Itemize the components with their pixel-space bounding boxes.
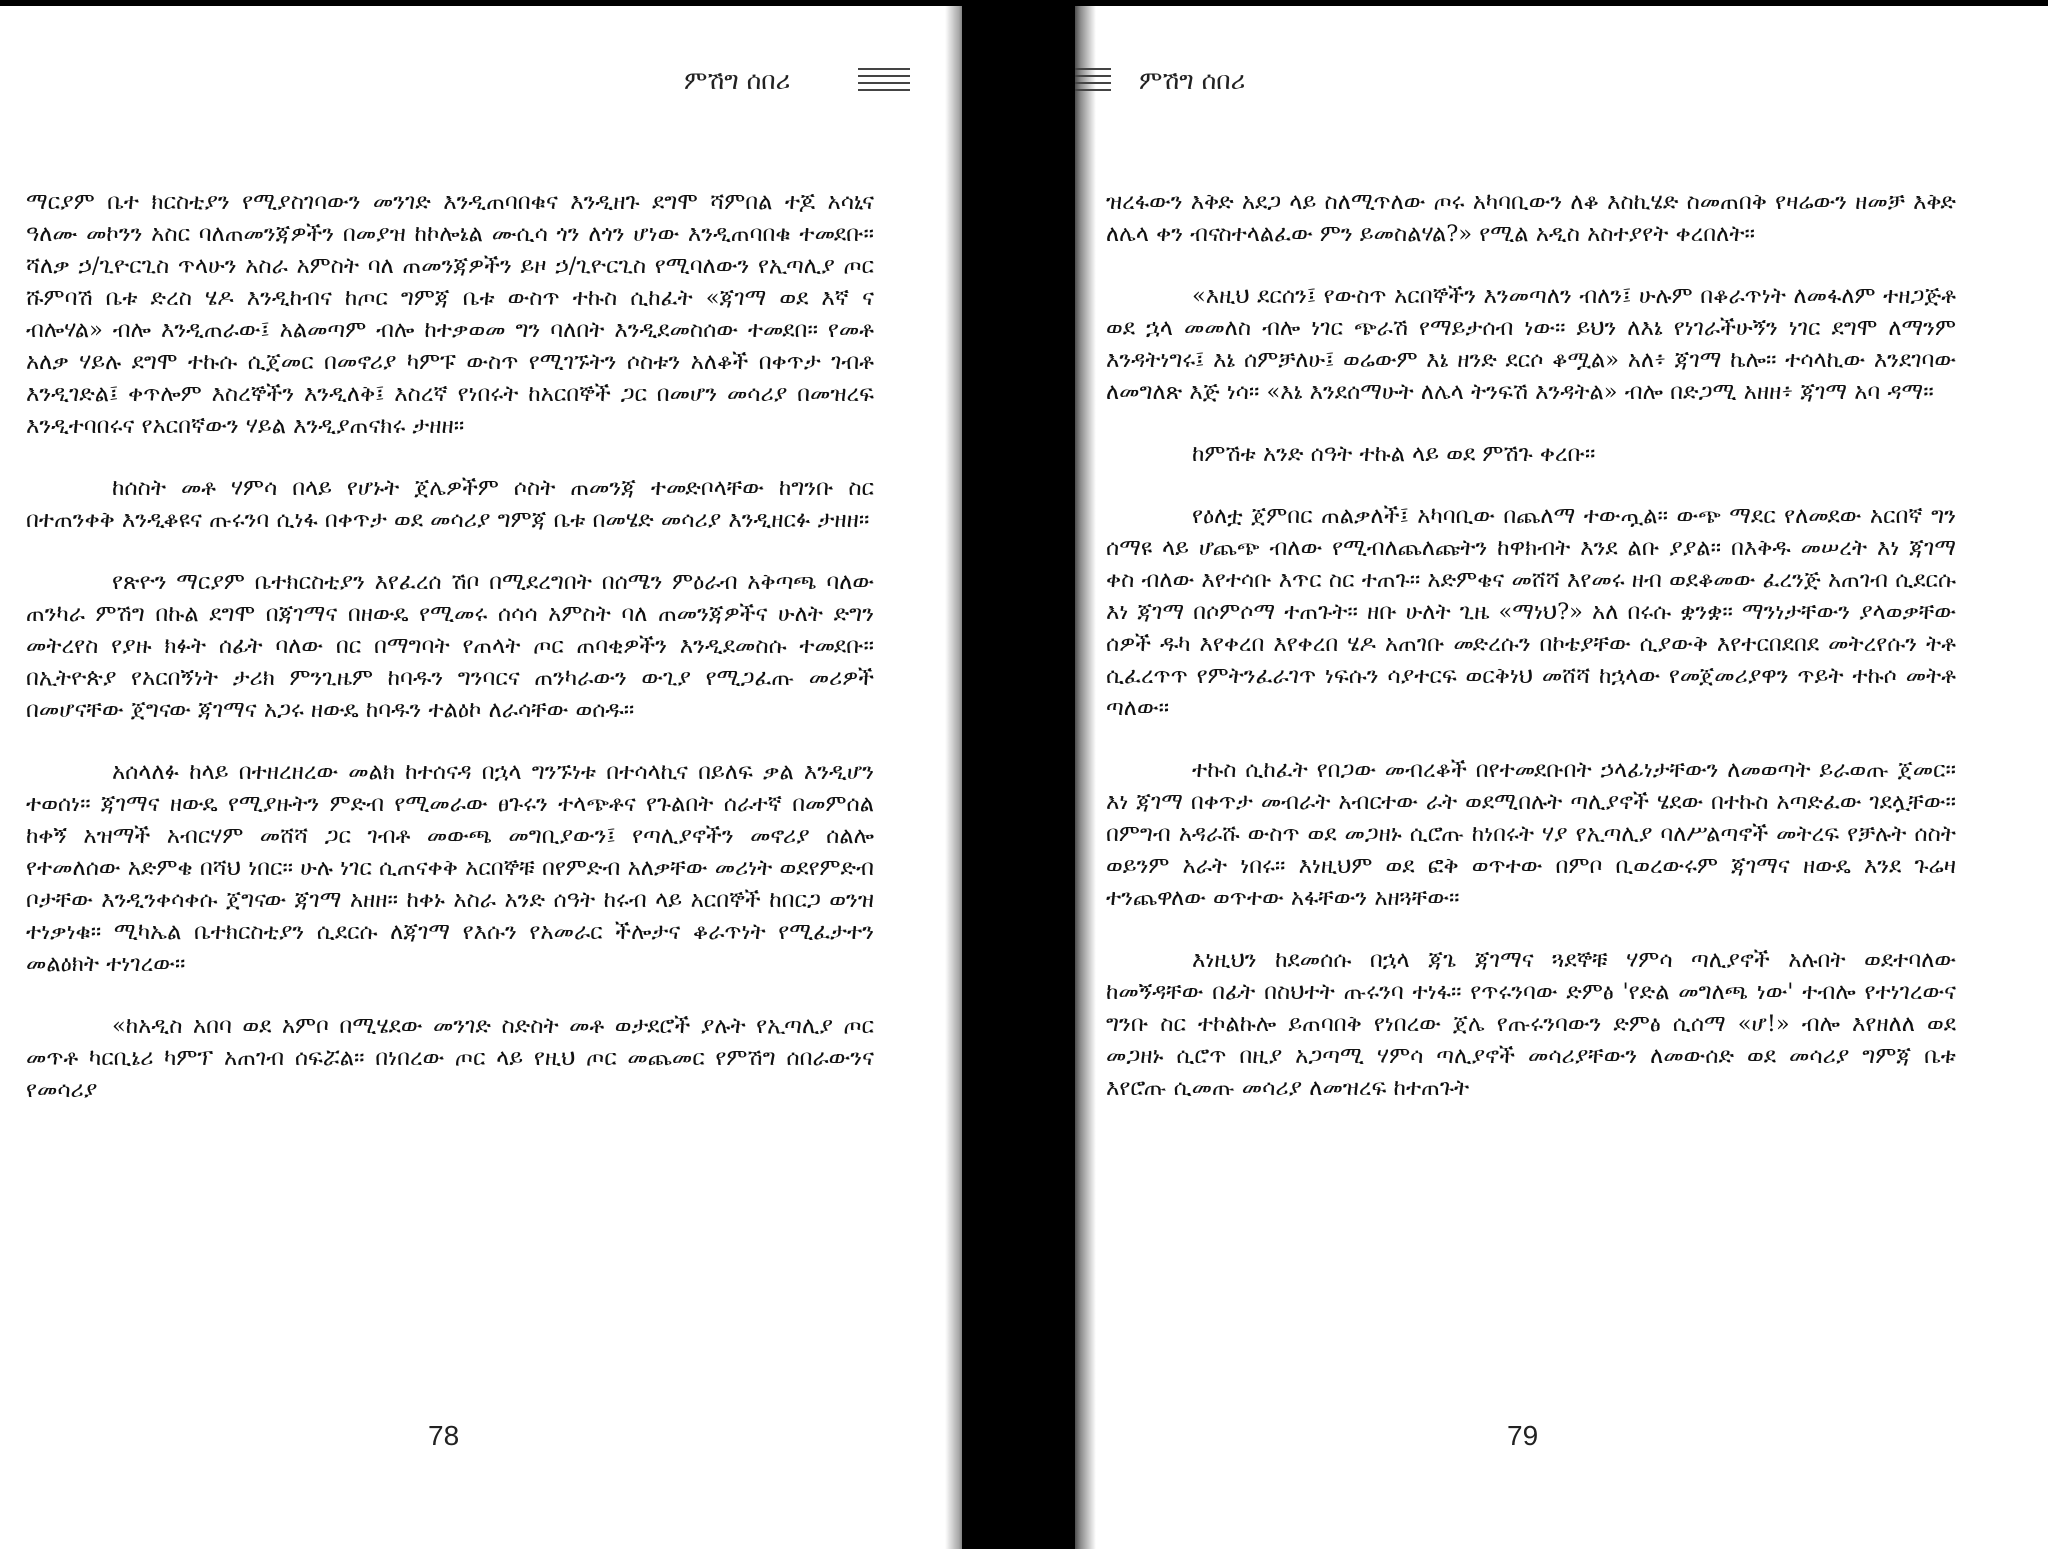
header-rule-ornament <box>1075 68 1111 96</box>
paragraph: ማርያም ቤተ ክርስቲያን የሚያስገባውን መንገድ እንዲጠባበቁና እንዲዘጉ ደግሞ ሻምበል ተጆ አሳኒና ዓለሙ መኮንን አስር ባለጠመንጃዎችን በመያዝ ከኮሎኔል ሙሲሳ ጎን ለጎን ሆነው እንዲጠባበቁ ተመደቡ። ሻለቃ ኃ/ጊዮርጊስ ጥላሁን አስራ አምስት ባለ ጠመንጃዎችን ይዞ ኃ/ጊዮርጊስ የሚባለውን የኢጣሊያ ጦር ሹምባሽ ቤቱ ድረስ ሄዶ እንዲከብና ከጦር ግምጃ ቤቱ ውስጥ ተኩስ ሲከፈት «ጃገማ ወደ እኛ ና ብሎሃል» ብሎ እንዲጠራው፤ አልመጣም ብሎ ከተቃወመ ግን ባለበት እንዲደመስሰው ተመደበ። የመቶ አለቃ ሃይሉ ደግሞ ተኩሱ ሲጀመር በመኖሪያ ካምፑ ውስጥ የሚገኙትን ሶስቱን አለቆች በቀጥታ ገብቶ እንዲገድል፤ ቀጥሎም እስረኞችን እንዲለቅ፤ እስረኛ የነበሩት ከአርበኞች ጋር በመሆን መሳሪያ በመዝረፍ እንዲተባበሩና የአርበኛውን ሃይል እንዲያጠናክሩ ታዘዘ። <box>26 189 874 439</box>
right-page-body <box>1106 186 1956 1134</box>
paragraph: እነዚህን ከደመሰሱ በኋላ ጃጌ ጃገማና ጓደኞቹ ሃምሳ ጣሊያኖች አሉበት ወደተባለው ከመኝዳቸው በፊት በስህተት ጡሩንባ ተነፋ። የጥሩንባው ድምፅ 'የድል መግለጫ ነው' ተብሎ የተነገረውና ግንቡ ስር ተኮልኩሎ ይጠባበቅ የነበረው ጀሌ የጡሩንባውን ድምፅ ሲሰማ «ሆ!» ብሎ እየዘለለ ወደ መጋዘኑ ሲሮጥ በዚያ አጋጣሚ ሃምሳ ጣሊያኖች መሳሪያቸውን ለመውሰድ ወደ መሳሪያ ግምጃ ቤቱ እየሮጡ ሲመጡ መሳሪያ ለመዝረፍ ከተጠጉት <box>1106 947 1956 1101</box>
page-number-left: 78 <box>428 1420 460 1451</box>
left-page-body <box>26 186 874 1136</box>
paragraph: «እዚህ ደርሰን፤ የውስጥ አርበኞችን እንመጣለን ብለን፤ ሁሉም በቆራጥነት ለመፋለም ተዘጋጅቶ ወደ ኋላ መመለስ ብሎ ነገር ጭራሽ የማይታሰብ ነው። ይህን ለእኔ የነገራችሁኝን ነገር ደግሞ ለማንም እንዳትነግሩ፤ እኔ ሰምቻለሁ፤ ወሬውም እኔ ዘንድ ደርሶ ቆሟል» አለ፥ ጃገማ ኬሎ። ተሳላኪው እንደገባው ለመግለጽ እጅ ነሳ። «እኔ እንደሰማሁት ለሌላ ትንፍሽ እንዳትል» ብሎ በድጋሚ አዘዘ፥ ጃገማ አባ ዳማ። <box>1106 283 1956 405</box>
paragraph: ከሰስት መቶ ሃምሳ በላይ የሆኑት ጀሌዎችም ሶስት ጠመንጃ ተመድቦላቸው ከግንቡ ስር በተጠንቀቅ እንዲቆዩና ጡሩንባ ሲነፋ በቀጥታ ወደ መሳሪያ ግምጃ ቤቱ በመሄድ መሳሪያ እንዲዘርፉ ታዘዘ። <box>26 475 874 533</box>
paragraph: ከምሽቱ አንድ ሰዓት ተኩል ላይ ወደ ምሽጉ ቀረቡ። <box>1192 441 1596 467</box>
running-head-right: ምሽግ ሰበሪ <box>1139 66 1246 95</box>
running-head-left: ምሽግ ሰበሪ <box>684 66 791 95</box>
paragraph: «ከአዲስ አበባ ወደ አምቦ በሚሄደው መንገድ ስድስት መቶ ወታደሮች ያሉት የኢጣሊያ ጦር መጥቶ ካርቢኔሪ ካምፕ አጠገብ ሰፍሯል። በነበረው ጦር ላይ የዚህ ጦር መጨመር የምሽግ ሰበራውንና የመሳሪያ <box>26 1013 874 1103</box>
paragraph: የዕለቷ ጀምበር ጠልቃለች፤ አካባቢው በጨለማ ተውጧል። ውጭ ማደር የለመደው አርበኛ ግን ሰማዩ ላይ ሆጨጭ ብለው የሚብለጨለጩትን ከዋክብት እንደ ልቡ ያያል። በእቅዱ መሠረት እነ ጃገማ ቀስ ብለው እየተሳቡ እጥር ስር ተጠጉ። አድምቄና መሸሻ እየመሩ ዘብ ወደቆመው ፈረንጅ አጠገብ ሲደርሱ እነ ጃገማ በሶምሶማ ተጠጉት። ዘቡ ሁለት ጊዜ «ማነህ?» አለ በሩሱ ቋንቋ። ማንነታቸውን ያላወቃቸው ሰዎች ዱካ እየቀረበ እየቀረበ ሄዶ አጠገቡ መድረሱን በኮቴያቸው ሲያውቅ እየተርበደበደ መትረየሱን ትቶ ሲፈረጥጥ የምትንፈራገጥ ነፍሱን ሳያተርፍ ወርቅነህ መሸሻ ከኋላው የመጀመሪያዋን ጥይት ተኩሶ መትቶ ጣለው። <box>1106 503 1956 721</box>
page-number-right: 79 <box>1507 1420 1539 1451</box>
paragraph: አሰላለፉ ከላይ በተዘረዘረው መልክ ከተሰናዳ በኋላ ግንኙነቱ በተሳላኪና በይለፍ ቃል እንዲሆን ተወሰነ። ጃገማና ዘውዴ የሚያዙትን ምድብ የሚመራው ፀጉሩን ተላጭቶና የጉልበት ሰራተኛ በመምሰል ከቀኝ አዝማች አብርሃም መሸሻ ጋር ገብቶ መውጫ መግቢያውን፤ የጣሊያኖችን መኖሪያ ሰልሎ የተመለሰው አድምቄ በሻህ ነበር። ሁሉ ነገር ሲጠናቀቅ አርበኞቹ በየምድብ አለቃቸው መሪነት ወደየምድብ ቦታቸው እንዲንቀሳቀሱ ጀግናው ጃገማ አዘዘ። ከቀኑ አስራ አንድ ሰዓት ከሩብ ላይ አርበኞች ከበርጋ ወንዝ ተነቃነቁ። ሚካኤል ቤተክርስቲያን ሲደርሱ ለጃገማ የእሱን የአመራር ችሎታና ቆራጥነት የሚፈታተን መልዕክት ተነገረው። <box>26 759 874 977</box>
book-gutter <box>962 0 1075 1549</box>
paragraph: ተኩስ ሲከፈት የበጋው መብረቆች በየተመደቡበት ኃላፊነታቸውን ለመወጣት ይራወጡ ጀመር። እነ ጃገማ በቀጥታ መብራት አብርተው ራት ወደሚበሉት ጣሊያኖች ሄደው በተኩስ አጣድፈው ገደሏቸው። በምግብ አዳራሹ ውስጥ ወደ መጋዘኑ ሲሮጡ ከነበሩት ሃያ የኢጣሊያ ባለሥልጣኖች መትረፍ የቻሉት ሰስት ወይንም አራት ነበሩ። እነዚህም ወደ ፎቅ ወጥተው በምቦ ቢወረውሩም ጃገማና ዘውዴ እንደ ጉሬዛ ተንጨዋለው ወጥተው አፋቸውን አዘጓቸው። <box>1106 757 1956 911</box>
right-page <box>1075 0 2048 1549</box>
left-page <box>0 0 965 1549</box>
paragraph: ዝረፋውን እቅድ አደጋ ላይ ስለሚጥለው ጦሩ አካባቢውን ለቆ እስኪሄድ ስመጠበቅ የዛሬውን ዘመቻ እቅድ ለሌላ ቀን ብናስተላልፈው ምን ይመስልሃል?» የሚል አዲስ አስተያየት ቀረበለት። <box>1106 189 1956 247</box>
header-rule-ornament <box>858 68 910 96</box>
paragraph: የጽዮን ማርያም ቤተክርስቲያን እየፈረሰ ሽቦ በሚደረግበት በሰሜን ምዕራብ አቅጣጫ ባለው ጠንካራ ምሽግ በኩል ደግሞ በጃገማና በዘውዴ የሚመሩ ሰሳሳ አምስት ባለ ጠመንጃዎችና ሁለት ድግን መትረየስ የያዙ ክፉት ሰፊት ባለው በር በማግባት የጠላት ጦር ጠባቂዎችን እንዲደመስሱ ተመደቡ። በኢትዮጵያ የአርበኝነት ታሪክ ምንጊዜም ከባዱን ግንባርና ጠንካራውን ውጊያ የሚጋፈጡ መሪዎች በመሆናቸው ጀግናው ጃገማና አጋሩ ዘውዴ ከባዱን ተልዕኮ ለራሳቸው ወሰዱ። <box>26 569 874 723</box>
